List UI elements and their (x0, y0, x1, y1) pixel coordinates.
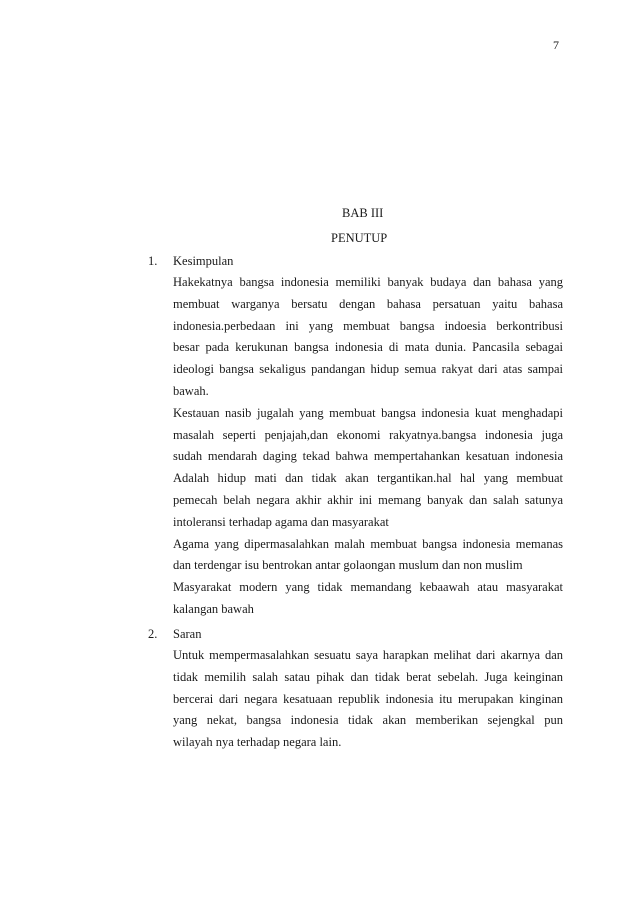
text-line: bawah. (173, 383, 209, 398)
text-line: membuat warganya bersatu dengan bahasa persatuan yaitu bahasa (173, 296, 563, 311)
section-saran (148, 623, 563, 754)
text-line: Masyarakat modern yang tidak memandang kebaawah atau masyarakat (173, 580, 563, 595)
section-kesimpulan (148, 250, 563, 621)
text-line: Kestauan nasib jugalah yang membuat bangsa indonesia kuat menghadapi (173, 405, 563, 420)
section-number: 2. (148, 627, 158, 641)
section-body (173, 645, 563, 754)
text-line: Hakekatnya bangsa indonesia memiliki banyak budaya dan bahasa yang (173, 275, 563, 289)
text-line: masalah seperti penjajah,dan ekonomi rakyatnya.bangsa indonesia juga (173, 427, 563, 442)
section-heading (148, 623, 563, 645)
text-line: indonesia.perbedaan ini yang membuat bangsa indoesia berkontribusi (173, 318, 563, 333)
section-heading (148, 250, 563, 272)
text-line: pemecah belah negara akhir akhir ini memang banyak dan salah satunya (173, 492, 563, 507)
text-line: dan terdengar isu bentrokan antar golaongan muslum dan non muslim (173, 558, 523, 573)
section-title: Kesimpulan (173, 254, 234, 268)
text-line: besar pada kerukunan bangsa indonesia di mata dunia. Pancasila sebagai (173, 340, 563, 355)
page-number: 7 (553, 38, 559, 52)
text-line: Agama yang dipermasalahkan malah membuat bangsa indonesia memanas (173, 536, 563, 551)
chapter-title: PENUTUP (331, 231, 388, 245)
text-line: ideologi bangsa sekaligus pandangan hidup semua rakyat dari atas sampai (173, 362, 563, 377)
section-number: 1. (148, 254, 158, 268)
text-line: sudah mendarah daging tekad bahwa mempertahankan kesatuan indonesia (173, 449, 563, 464)
text-line: Adalah hidup mati dan tidak akan tergantikan.hal hal yang membuat (173, 471, 563, 486)
text-line: kalangan bawah (173, 601, 254, 616)
text-line: tidak memilih salah satau pihak dan tidak berat sebelah. Juga keinginan (173, 669, 563, 684)
text-line: yang nekat, bangsa indonesia tidak akan memberikan sejengkal pun (173, 713, 563, 728)
section-title: Saran (173, 627, 202, 641)
text-line: bercerai dari negara kesatuaan republik indonesia itu merupakan kinginan (173, 691, 563, 706)
text-line: wilayah nya terhadap negara lain. (173, 735, 342, 750)
chapter-label: BAB III (342, 206, 384, 220)
text-line: intoleransi terhadap agama dan masyarakat (173, 514, 389, 529)
section-body (173, 272, 563, 621)
text-line: Untuk mempermasalahkan sesuatu saya harapkan melihat dari akarnya dan (173, 648, 563, 662)
